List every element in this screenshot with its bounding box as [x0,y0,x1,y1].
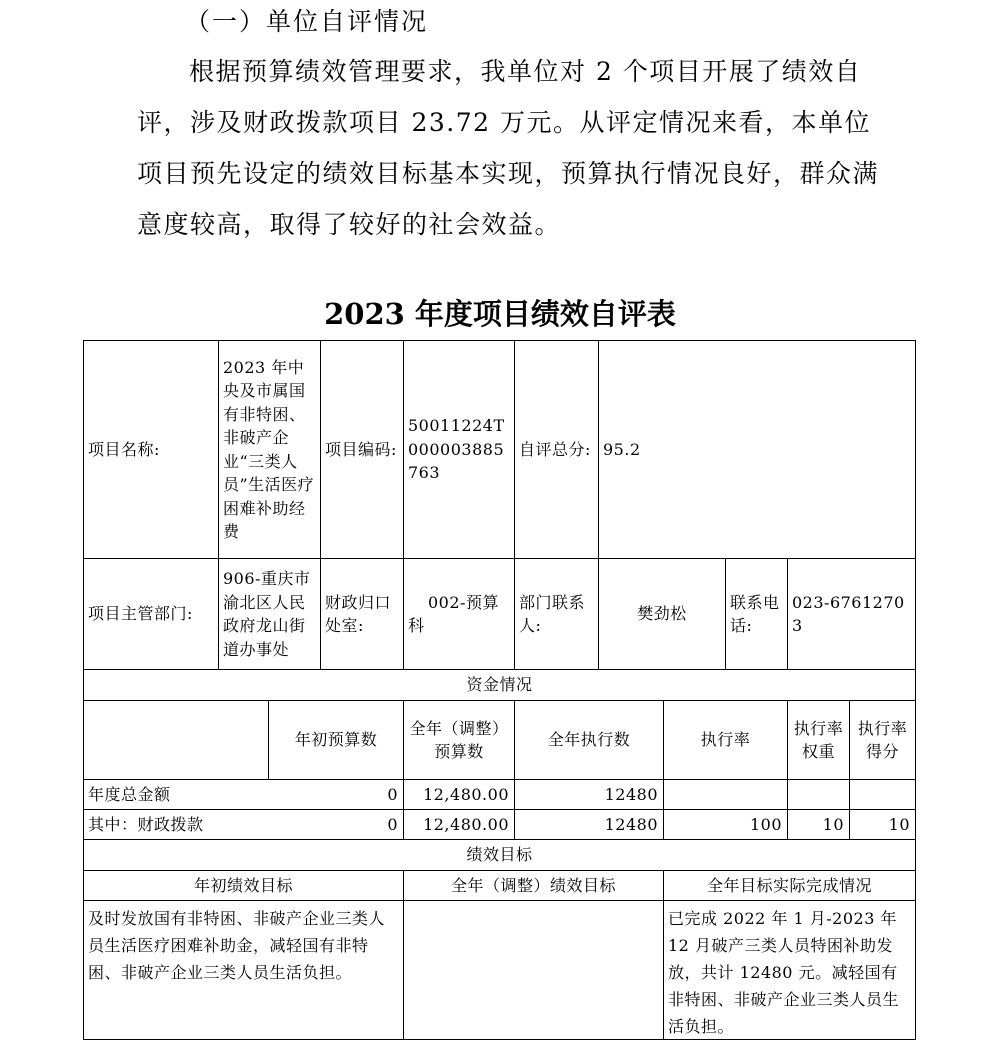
dept-value: 906-重庆市渝北区人民政府龙山街道办事处 [223,569,311,659]
header-rate-weight: 执行率权重 [793,718,844,761]
header-adjusted-budget: 全年（调整）预算数 [409,718,509,761]
funds-row-total-initial: 0 [387,784,398,804]
self-score-value: 95.2 [603,439,641,459]
adjusted-goal-text [404,901,663,1039]
header-initial-goal: 年初绩效目标 [193,875,293,895]
phone-label: 联系电话: [730,592,780,635]
finance-office-value: 002-预算科 [408,592,499,635]
phone-value: 023-67612703 [792,592,905,635]
contact-value: 樊劲松 [637,604,687,624]
self-score-label: 自评总分: [519,439,591,459]
section-heading: （一）单位自评情况 [185,7,429,36]
project-code-label: 项目编码: [325,439,397,459]
funds-row-fiscal-initial: 0 [387,814,398,834]
funds-row-fiscal-score: 10 [888,814,910,834]
project-name-value: 2023 年中央及市属国有非特困、非破产企业“三类人员”生活医疗困难补助经费 [223,357,315,541]
funds-row-total-rate [664,780,787,809]
header-rate-score: 执行率得分 [857,718,908,761]
funds-row-fiscal-weight: 10 [822,814,844,834]
performance-section-label: 绩效目标 [466,845,533,865]
initial-goal-text: 及时发放国有非特困、非破产企业三类人员生活医疗困难补助金，减轻国有非特困、非破产企业三类人员生活负担。 [88,909,386,982]
funds-row-fiscal-label: 其中：财政拨款 [88,814,204,834]
table-title: 2023 年度项目绩效自评表 [324,297,676,331]
finance-office-label: 财政归口处室: [325,592,392,635]
funds-row-total-weight [788,780,849,809]
funds-row-fiscal-rate: 100 [749,814,782,834]
header-actual-completion: 全年目标实际完成情况 [706,875,872,895]
header-execution-rate: 执行率 [700,730,751,750]
funds-row-total-adjusted: 12,480.00 [423,784,509,804]
funds-section-label: 资金情况 [466,675,533,695]
project-name-label: 项目名称: [88,439,160,459]
body-paragraph: 根据预算绩效管理要求，我单位对 2 个项目开展了绩效自评，涉及财政拨款项目 23.72 万元。从评定情况来看，本单位项目预先设定的绩效目标基本实现，预算执行情况良好，群众满意度较高，取得了较好的社会效益。 [137,57,880,239]
dept-label: 项目主管部门: [88,604,193,624]
funds-row-total-score [850,780,915,809]
funds-row-fiscal-adjusted: 12,480.00 [423,814,509,834]
header-initial-budget: 年初预算数 [294,730,378,750]
funds-row-fiscal-executed: 12480 [604,814,658,834]
project-code-value: 50011224T000003885763 [408,416,505,483]
contact-label: 部门联系人: [519,592,586,635]
header-executed: 全年执行数 [547,730,631,750]
funds-row-total-label: 年度总金额 [88,784,171,804]
funds-row-total-executed: 12480 [604,784,658,804]
actual-completion-text: 已完成 2022 年 1 月-2023 年 12 月破产三类人员特困补助发放，共计 12480 元。减轻国有非特困、非破产企业三类人员生活负担。 [668,909,903,1036]
header-adjusted-goal: 全年（调整）绩效目标 [450,875,616,895]
